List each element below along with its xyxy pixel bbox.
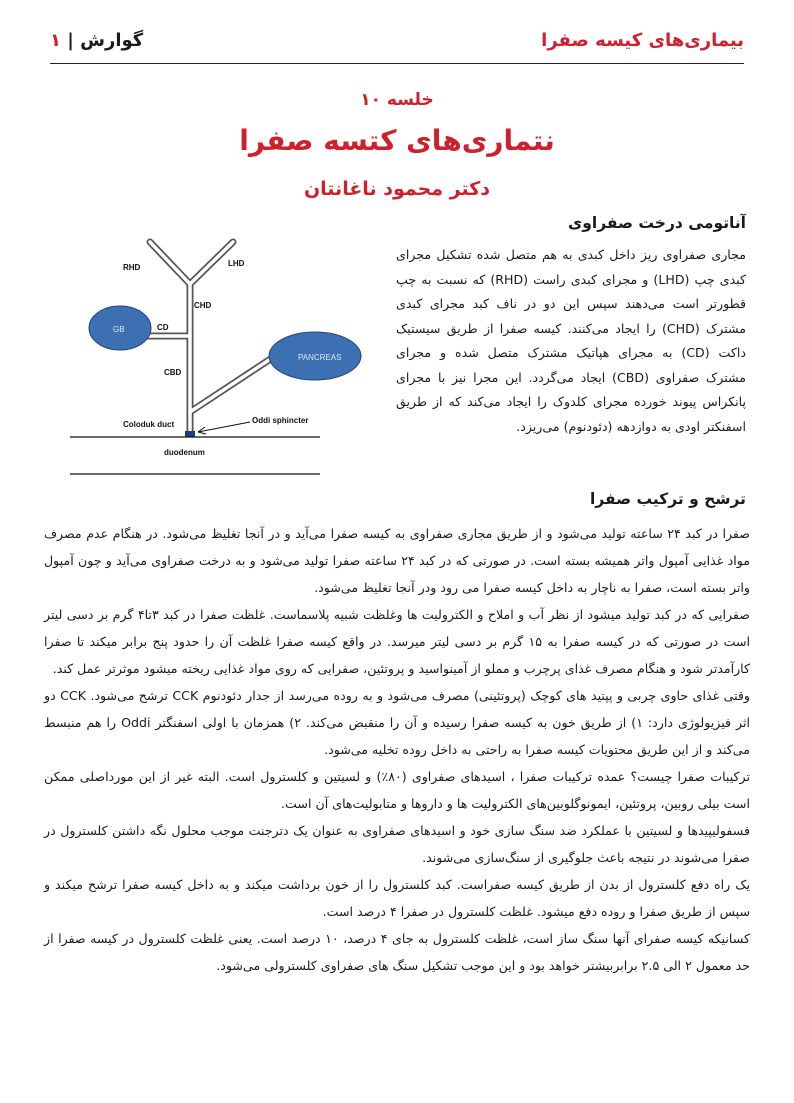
header-section [50,30,143,51]
secretion-heading: ترشح و ترکیب صفرا [590,490,746,508]
header-rule [50,63,744,64]
label-gb: GB [113,325,125,334]
header-separator: | [67,30,74,51]
page-header [50,22,744,62]
anatomy-heading: آناتومی درخت صفراوی [568,214,746,232]
paragraph: کسانیکه کیسه صفرای آنها سنگ ساز است، غلظت کلسترول به جای ۴ درصد، ۱۰ درصد است. یعنی غلظت کلسترول در کیسه صفرا از حد معمول ۲ الی ۲.۵ برابربیشتر خواهد بود و این موجب تشکیل سنگ های صفراوی کلسترولی می‌شود. [44,931,750,973]
paragraph: وقتی غذای حاوی چربی و پپتید های کوچک (پروتئینی) مصرف می‌شود و به روده می‌رسد از جدار دئودنوم CCK ترشح می‌شود. CCK دو اثر فیزیولوژی دارد: ۱) از طریق خون به کیسه صفرا رسیده و آن را منقبض می‌کند. ۲) همزمان با اولی اسفنگتر Oddi را هم منبسط می‌کند و از این طریق محتویات کیسه صفرا به راحتی به داخل روده تخلیه می‌شود. [44,688,751,757]
author-name: دکتر محمود ناغانتان [303,178,491,200]
label-cbd: CBD [164,368,182,377]
label-lhd: LHD [228,259,245,268]
label-pancreas: PANCREAS [298,353,342,362]
label-oddi: Oddi sphincter [252,416,309,425]
label-cd: CD [157,323,169,332]
page-title: نتماری‌های کتسه صفرا [239,124,555,157]
paragraph: ترکیبات صفرا چیست؟ عمده ترکیبات صفرا ، اسیدهای صفراوی (۸۰٪) و لسیتین و کلسترول است. البته غیر از این مورداصلی ممکن است بیلی روبین، پروتئین، ایمونوگلوبین‌های الکترولیت ها و داروها و متابولیت‌های آن است. [44,769,750,811]
header-section-label: گوارش [80,30,144,51]
anatomy-paragraph: مجاری صفراوی ریز داخل کبدی به هم متصل شده تشکیل مجرای کبدی چپ (LHD) و مجرای کبدی راست (RHD) که نسبت به چپ قطورتر است می‌دهند سپس این دو در ناف کبد مجرای کبدی مشترک (CHD) را ایجاد می‌کنند. کیسه صفرا از طریق سیستیک داکت (CD) به مجرای هپاتیک مشترک متصل شده و مجرای مشترک صفراوی (CBD) ایجاد می‌گردد. این مجرا نیز با مجرای پانکراس پیوند خورده مجرای کلدوک را ایجاد می‌کند که از طریق اسفنکتر اودی به دوازدهه (دئودنوم) می‌ریزد. [396,247,746,434]
paragraph: صفرایی که در کبد تولید میشود از نظر آب و املاح و الکترولیت ها وغلظت شبیه پلاسماست. غلظت صفرا در کبد ۳تا۴ گرم بر دسی لیتر است در صورتی که در کیسه صفرا به ۱۵ گرم بر دسی لیتر میرسد. در واقع کیسه صفرا غلظت آن را حدود پنج برابر میکند تا صفرا کارآمدتر شود و هنگام مصرف غذای پرچرب و مملو از آمینواسید و پروتئین، صفرایی که روی مواد غذایی ریخته میشود موثرتر عمل کند. [44,607,751,676]
label-duodenum: duodenum [164,448,205,457]
biliary-tree-diagram [70,232,390,482]
label-chd: CHD [194,301,212,310]
session-label: خلسه ۱۰ [360,90,434,110]
paragraph: یک راه دفع کلسترول از بدن از طریق کیسه صفراست. کبد کلسترول را از خون برداشت میکند و به داخل کیسه صفرا ترشح میکند و سپس از طریق صفرا و روده دفع میشود. غلظت کلسترول در صفرا ۴ درصد است. [44,877,750,919]
paragraph: صفرا در کبد ۲۴ ساعته تولید می‌شود و از طریق مجاری صفراوی به کیسه صفرا می‌آید و در آنجا تغلیظ می‌شود. در هنگام عدم مصرف مواد غذایی آمپول واتر همیشه بسته است. در صورتی که در کبد ۲۴ ساعته صفرا تولید می‌شود و به درخت صفراوی می‌آید و چون آمپول واتر بسته است، صفرا به ناچار به داخل کیسه صفرا می رود ودر آنجا تغلیظ می‌شود. [44,526,750,595]
label-choledoch: Coloduk duct [123,420,175,429]
header-page-number: ۱ [50,30,61,51]
paragraph: فسفولیپیدها و لسیتین با عملکرد ضد سنگ سازی خود و اسیدهای صفراوی به عنوان یک دترجنت موجب محلول نگه داشتن کلسترول در صفرا می‌شوند در نتیجه باعث جلوگیری از سنگ‌سازی می‌شوند. [44,823,750,865]
label-rhd: RHD [123,263,141,272]
header-chapter-title: بیماری‌های کیسه صفرا [541,30,744,51]
secretion-body [44,520,750,979]
